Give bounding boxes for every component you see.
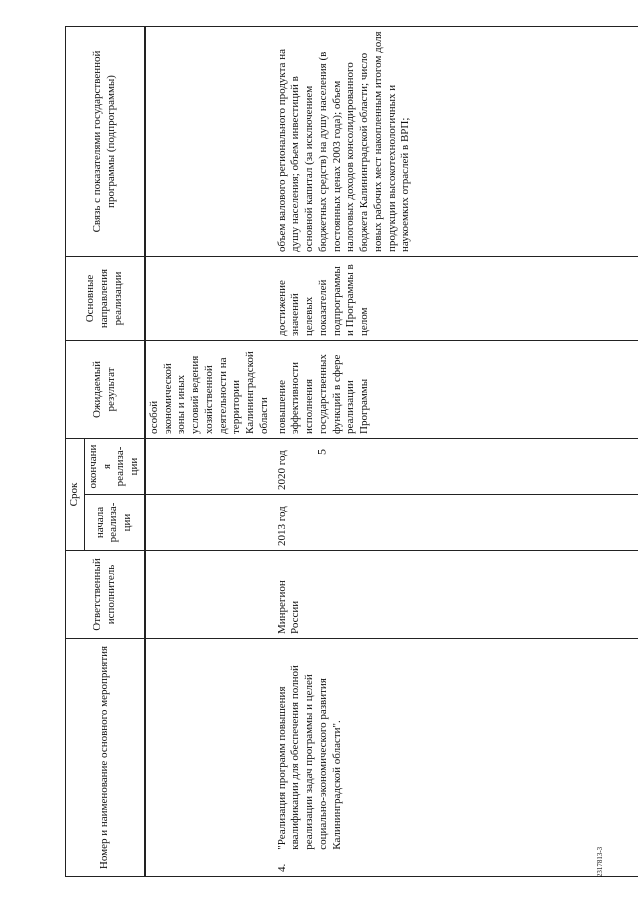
table-row (274, 27, 638, 877)
header-link: Связь с показателями государственной программы (подпрограммы) (66, 27, 145, 257)
cell-directions (145, 257, 274, 341)
cell-directions: достижение значений целевых показателей подпрограммы и Программы в целом (274, 257, 638, 341)
cell-start: 2013 год (274, 495, 638, 551)
activities-table (65, 26, 638, 877)
rotated-table-container (65, 27, 575, 877)
document-code: 2317813-3 (596, 846, 604, 878)
header-start: начала реализа-ции (84, 495, 145, 551)
cell-name (145, 639, 274, 877)
header-end: окончания реализа-ции (84, 439, 145, 495)
header-executor: Ответственный исполнитель (66, 551, 145, 639)
header-result: Ожидаемый результат (66, 341, 145, 439)
cell-result: особой экономической зоны и иных условий ведения хозяйственной деятельности на территории Калининградской области (145, 341, 274, 439)
cell-end (145, 439, 274, 495)
header-term: Срок (66, 439, 85, 551)
header-directions: Основные направления реализации (66, 257, 145, 341)
cell-executor (145, 551, 274, 639)
cell-number: 4. (275, 863, 288, 872)
cell-end: 2020 год (274, 439, 638, 495)
cell-result: повышение эффективности исполнения государственных функций в сфере реализации Программы (274, 341, 638, 439)
cell-link: объем валового регионального продукта на душу населения; объем инвестиций в основной капитал (за исключением бюджетных средств) на душу населения (в постоянных ценах 2003 года); объем налоговых доходов консолидированного бюджета Калининградской области; число новых рабочих мест накопленным итогом доля продукции высокотехнологичных и наукоемких отраслей в ВРП; (274, 27, 638, 257)
table-row (145, 27, 274, 877)
cell-executor: Минрегион России (274, 551, 638, 639)
cell-link (145, 27, 274, 257)
page-number: 5 (314, 449, 329, 455)
cell-start (145, 495, 274, 551)
cell-name (274, 639, 638, 877)
cell-name-text: "Реализация программ повышения квалификации для обеспечения полной реализации задач программы и целей социально-экономического развития Калининградской области". (275, 665, 343, 850)
header-name: Номер и наименование основного мероприятия (66, 639, 145, 877)
